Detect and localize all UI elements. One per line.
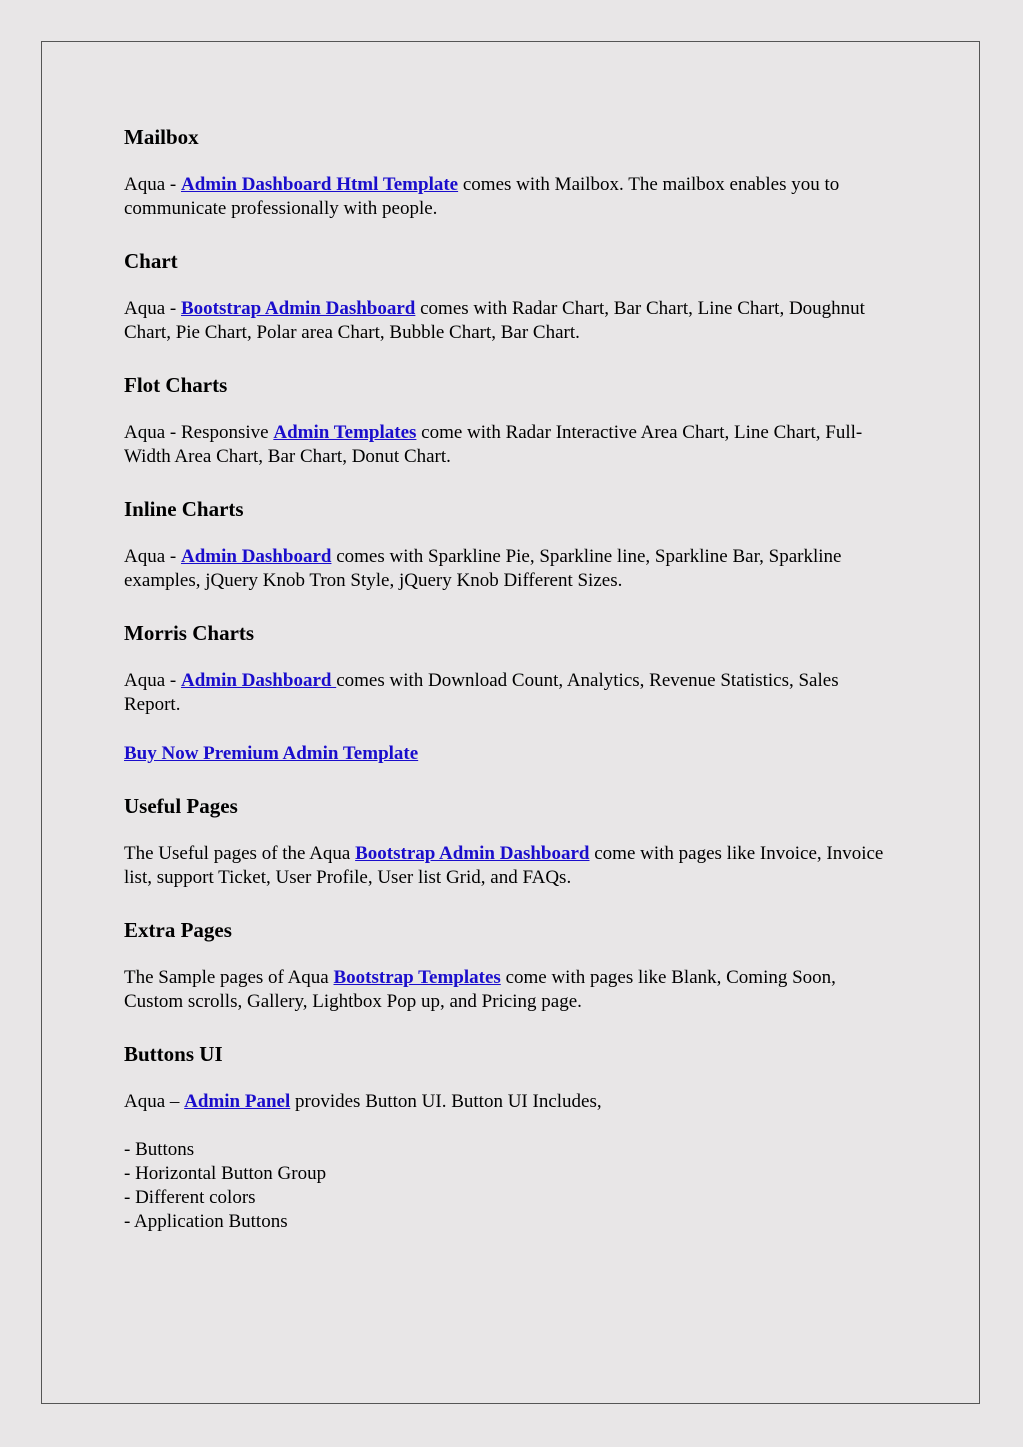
text: Aqua - Responsive — [124, 422, 274, 443]
paragraph-mailbox — [124, 173, 894, 221]
text: Aqua - — [124, 670, 181, 691]
link-admin-dashboard-morris[interactable]: Admin Dashboard — [180, 670, 337, 691]
heading-flot-charts: Flot Charts — [124, 373, 228, 397]
heading-extra-pages: Extra Pages — [124, 918, 232, 942]
link-admin-panel[interactable]: Admin Panel — [184, 1091, 291, 1112]
link-bootstrap-templates[interactable]: Bootstrap Templates — [333, 967, 501, 988]
text: Aqua – — [124, 1091, 185, 1112]
link-admin-templates[interactable]: Admin Templates — [273, 422, 417, 443]
link-admin-dashboard-html-template[interactable]: Admin Dashboard Html Template — [180, 174, 459, 195]
link-admin-dashboard[interactable]: Admin Dashboard — [180, 546, 332, 567]
text: come with pages like Blank, Coming Soon, Custom scrolls, Gallery, Lightbox Pop up, and Pricing page. — [124, 967, 836, 1012]
text: comes with Radar Chart, Bar Chart, Line Chart, Doughnut Chart, Pie Chart, Polar area Chart, Bubble Chart, Bar Chart. — [124, 298, 865, 343]
paragraph-flot-charts — [124, 421, 894, 469]
paragraph-buttons-ui — [124, 1090, 894, 1114]
heading-useful-pages: Useful Pages — [124, 794, 238, 818]
text: Aqua - — [124, 546, 181, 567]
paragraph-inline-charts — [124, 545, 894, 593]
text: come with pages like Invoice, Invoice list, support Ticket, User Profile, User list Grid, and FAQs. — [124, 843, 884, 888]
heading-mailbox: Mailbox — [124, 125, 199, 149]
text: comes with Sparkline Pie, Sparkline line, Sparkline Bar, Sparkline examples, jQuery Knob Tron Style, jQuery Knob Different Sizes. — [124, 546, 842, 591]
list-item: - Horizontal Button Group — [124, 1163, 327, 1184]
paragraph-buy-now — [124, 742, 894, 766]
paragraph-morris-charts — [124, 669, 894, 717]
link-bootstrap-admin-dashboard-useful[interactable]: Bootstrap Admin Dashboard — [355, 843, 590, 864]
text: Aqua - — [124, 298, 181, 319]
list-item: - Application Buttons — [124, 1211, 288, 1232]
link-buy-now-premium[interactable]: Buy Now Premium Admin Template — [124, 743, 419, 764]
text: come with Radar Interactive Area Chart, Line Chart, Full-Width Area Chart, Bar Chart, Donut Chart. — [124, 422, 863, 467]
list-item: - Buttons — [124, 1139, 195, 1160]
text: comes with Download Count, Analytics, Revenue Statistics, Sales Report. — [124, 670, 839, 715]
heading-morris-charts: Morris Charts — [124, 621, 255, 645]
paragraph-useful-pages — [124, 842, 894, 890]
link-bootstrap-admin-dashboard[interactable]: Bootstrap Admin Dashboard — [180, 298, 416, 319]
document-content — [124, 122, 894, 1234]
paragraph-extra-pages — [124, 966, 894, 1014]
text: The Useful pages of the Aqua — [124, 843, 356, 864]
heading-inline-charts: Inline Charts — [124, 497, 244, 521]
heading-chart: Chart — [124, 249, 178, 273]
text: The Sample pages of Aqua — [124, 967, 334, 988]
paragraph-chart — [124, 297, 894, 345]
heading-buttons-ui: Buttons UI — [124, 1042, 223, 1066]
text: comes with Mailbox. The mailbox enables you to communicate professionally with people. — [124, 174, 840, 219]
list-item: - Different colors — [124, 1187, 256, 1208]
text: Aqua - — [124, 174, 181, 195]
text: provides Button UI. Button UI Includes, — [290, 1091, 602, 1112]
